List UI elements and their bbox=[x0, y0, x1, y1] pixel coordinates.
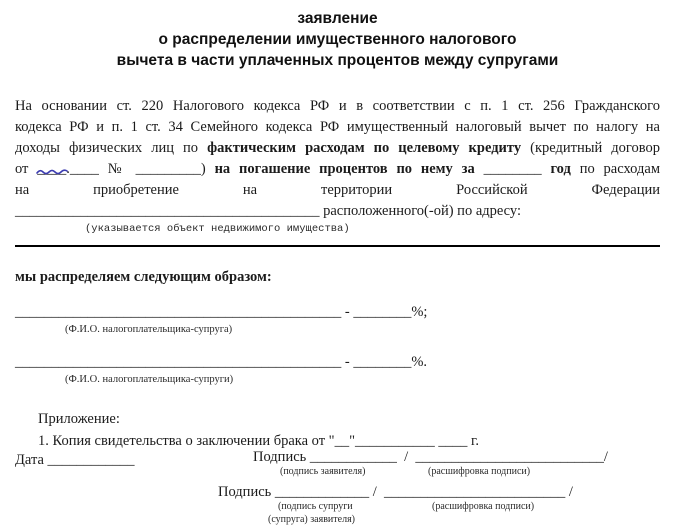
paragraph-line-1: На основании ст. 220 Налогового кодекса РФ и в соответствии с п. 1 ст. 256 Гражданского bbox=[15, 98, 660, 114]
title-line-3: вычета в части уплаченных процентов между супругами bbox=[116, 52, 559, 69]
paragraph-line-4 bbox=[15, 159, 660, 180]
paragraph-line-6 bbox=[15, 201, 660, 222]
spouse2-separator: - bbox=[341, 354, 354, 370]
title-line-1: заявление bbox=[297, 10, 378, 27]
paragraph-line-3-pre: доходы физических лиц по bbox=[15, 140, 208, 156]
paragraph-line-3-bold: фактическим расходам по целевому кредиту bbox=[207, 140, 522, 156]
signature-decryption-caption-1: (расшифровка подписи) bbox=[428, 466, 531, 477]
paragraph-line-3-post: (кредитный договор bbox=[521, 140, 660, 156]
spouse2-percent-blank: ________ bbox=[353, 354, 412, 370]
spouse1-name-blank: _____________________________________________ bbox=[15, 304, 342, 320]
paragraph-line-6-text: расположенного(-ой) по адресу: bbox=[319, 203, 522, 219]
year-blank: ________ bbox=[474, 161, 551, 177]
address-blank-rule bbox=[15, 245, 660, 247]
spouse2-name-blank: _____________________________________________ bbox=[15, 354, 342, 370]
signature-applicant-caption: (подпись заявителя) bbox=[280, 466, 366, 477]
date-line: Дата ____________ bbox=[15, 452, 135, 468]
spouse1-percent-label: %; bbox=[411, 304, 428, 320]
signature-spouse-caption-line1: (подпись супруги bbox=[278, 501, 353, 512]
signature-decryption-caption-2: (расшифровка подписи) bbox=[432, 501, 535, 512]
signature-line-applicant: Подпись ____________ / __________________________/ bbox=[253, 449, 608, 465]
paragraph-line-2: кодекса РФ и п. 1 ст. 34 Семейного кодекса РФ имущественный налоговый вычет по налогу на bbox=[15, 119, 660, 135]
paragraph-line-4-bold2: год bbox=[550, 161, 571, 177]
spouse2-share-row bbox=[15, 352, 660, 373]
signature-spouse-caption-line2: (супруга) заявителя) bbox=[268, 514, 356, 525]
paragraph-line-3 bbox=[15, 138, 660, 159]
distribution-heading: мы распределяем следующим образом: bbox=[15, 269, 272, 285]
property-object-blank: __________________________________________ bbox=[15, 203, 320, 219]
paragraph-line-4-post: по расходам bbox=[570, 161, 661, 177]
attachment-heading: Приложение: bbox=[38, 411, 120, 427]
body-paragraph bbox=[15, 96, 660, 235]
spouse1-percent-blank: ________ bbox=[353, 304, 412, 320]
spouse1-name-caption: (Ф.И.О. налогоплательщика-супруга) bbox=[65, 324, 233, 335]
signature-line-spouse: Подпись _____________ / _________________________ / bbox=[218, 484, 573, 500]
spouse2-name-caption: (Ф.И.О. налогоплательщика-супруги) bbox=[65, 374, 234, 385]
property-object-caption: (указывается объект недвижимого имущества) bbox=[85, 223, 350, 235]
paragraph-line-5: на приобретение на территории Российской Федерации bbox=[15, 182, 660, 198]
title-line-2: о распределении имущественного налогового bbox=[158, 31, 517, 48]
contract-date-number-blanks: от ____.____ № _________) bbox=[15, 161, 215, 177]
spouse1-separator: - bbox=[341, 304, 354, 320]
document-title bbox=[15, 0, 660, 71]
spouse1-share-row bbox=[15, 302, 660, 323]
attachment-item-1: 1. Копия свидетельства о заключении брака от "__"___________ ____ г. bbox=[38, 433, 479, 449]
spouse2-percent-label: %. bbox=[411, 354, 428, 370]
paragraph-line-4-bold1: на погашение процентов по нему за bbox=[214, 161, 475, 177]
blue-squiggle-path bbox=[37, 170, 67, 173]
blue-squiggle-mark bbox=[36, 168, 70, 177]
